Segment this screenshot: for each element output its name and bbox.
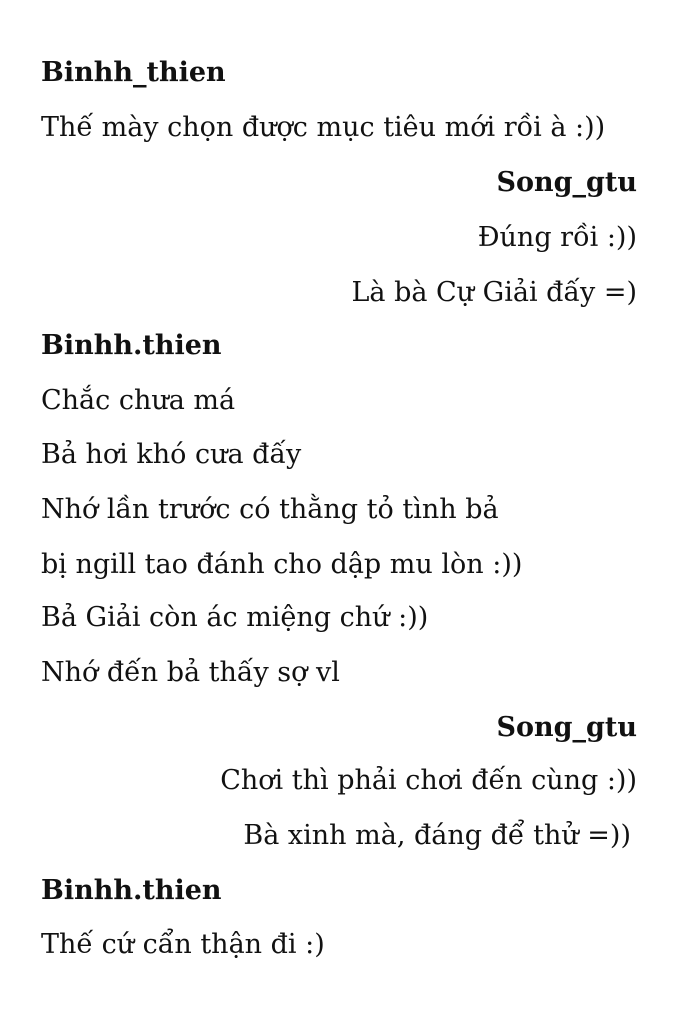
message-line: Nhớ đến bả thấy sợ vl [41, 657, 340, 688]
speaker-name-binhh-thien: Binhh.thien [41, 330, 222, 361]
message-line: Thế cứ cẩn thận đi :) [41, 929, 325, 960]
speaker-name-song-gtu: Song_gtu [496, 167, 637, 198]
message-line: Là bà Cự Giải đấy =) [351, 277, 637, 308]
message-line: bị ngill tao đánh cho dập mu lòn :)) [41, 549, 523, 580]
message-line: Bả Giải còn ác miệng chứ :)) [41, 602, 429, 633]
message-line: Chắc chưa má [41, 385, 236, 416]
message-line: Đúng rồi :)) [477, 222, 637, 253]
message-line: Bả hơi khó cưa đấy [41, 439, 302, 470]
message-line: Bà xinh mà, đáng để thử =)) [243, 820, 631, 851]
speaker-name-binhh-thien: Binhh.thien [41, 875, 222, 906]
message-line: Chơi thì phải chơi đến cùng :)) [220, 765, 637, 796]
speaker-name-song-gtu: Song_gtu [496, 712, 637, 743]
message-line: Nhớ lần trước có thằng tỏ tình bả [41, 494, 499, 525]
message-line: Thế mày chọn được mục tiêu mới rồi à :)) [41, 112, 606, 143]
speaker-name-binhh-thien: Binhh_thien [41, 57, 226, 88]
